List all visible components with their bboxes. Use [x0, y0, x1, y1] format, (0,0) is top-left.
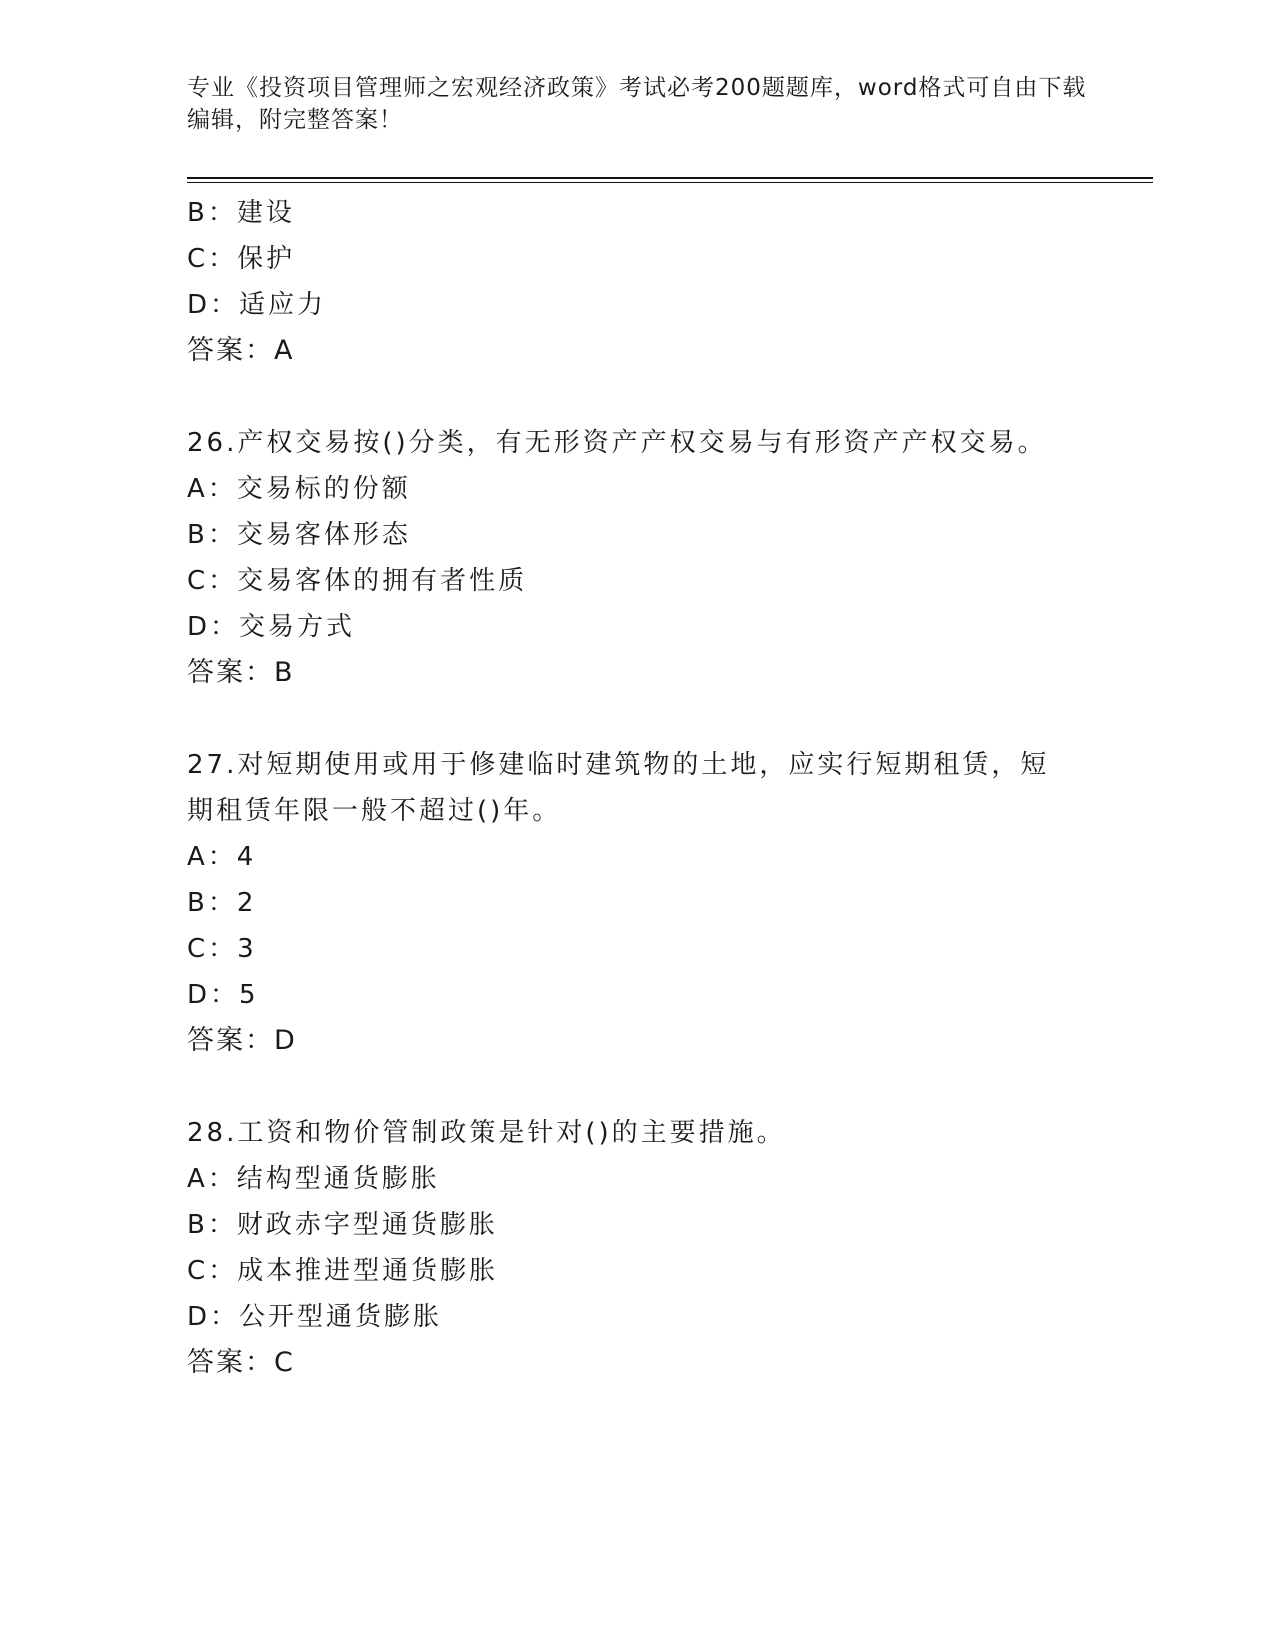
- option-d: D：公开型通货膨胀: [187, 1302, 443, 1332]
- question-text: 28.工资和物价管制政策是针对()的主要措施。: [187, 1118, 786, 1148]
- option-c: C：交易客体的拥有者性质: [187, 566, 528, 596]
- option-c: C：保护: [187, 244, 296, 274]
- option-b: B：财政赤字型通货膨胀: [187, 1210, 498, 1240]
- option-d: D：适应力: [187, 290, 327, 320]
- prev-question-block: [187, 190, 1087, 374]
- header-rule-thin: [187, 182, 1153, 183]
- spacer: [187, 696, 1087, 742]
- answer-line: 答案：D: [187, 1025, 297, 1056]
- option-c: C：成本推进型通货膨胀: [187, 1256, 499, 1286]
- question-content: [187, 190, 1087, 1386]
- spacer: [187, 374, 1087, 420]
- option-d: D：5: [187, 980, 259, 1010]
- question-26-block: [187, 420, 1087, 696]
- header-rule-thick: [187, 177, 1153, 179]
- option-c: C：3: [187, 934, 257, 964]
- answer-line: 答案：A: [187, 335, 295, 366]
- option-a: A：结构型通货膨胀: [187, 1164, 440, 1194]
- option-d: D：交易方式: [187, 612, 356, 642]
- answer-line: 答案：B: [187, 657, 295, 688]
- answer-line: 答案：C: [187, 1347, 295, 1378]
- option-b: B：建设: [187, 198, 295, 228]
- option-b: B：2: [187, 888, 257, 918]
- option-a: A：4: [187, 842, 257, 872]
- question-text: 27.对短期使用或用于修建临时建筑物的土地，应实行短期租赁，短期租赁年限一般不超过()年。: [187, 750, 1050, 826]
- spacer: [187, 1064, 1087, 1110]
- option-b: B：交易客体形态: [187, 520, 411, 550]
- question-27-block: [187, 742, 1087, 1064]
- document-header: 专业《投资项目管理师之宏观经济政策》考试必考200题题库，word格式可自由下载编辑，附完整答案！: [187, 75, 1087, 133]
- option-a: A：交易标的份额: [187, 474, 411, 504]
- question-text: 26.产权交易按()分类，有无形资产产权交易与有形资产产权交易。: [187, 428, 1047, 458]
- question-28-block: [187, 1110, 1087, 1386]
